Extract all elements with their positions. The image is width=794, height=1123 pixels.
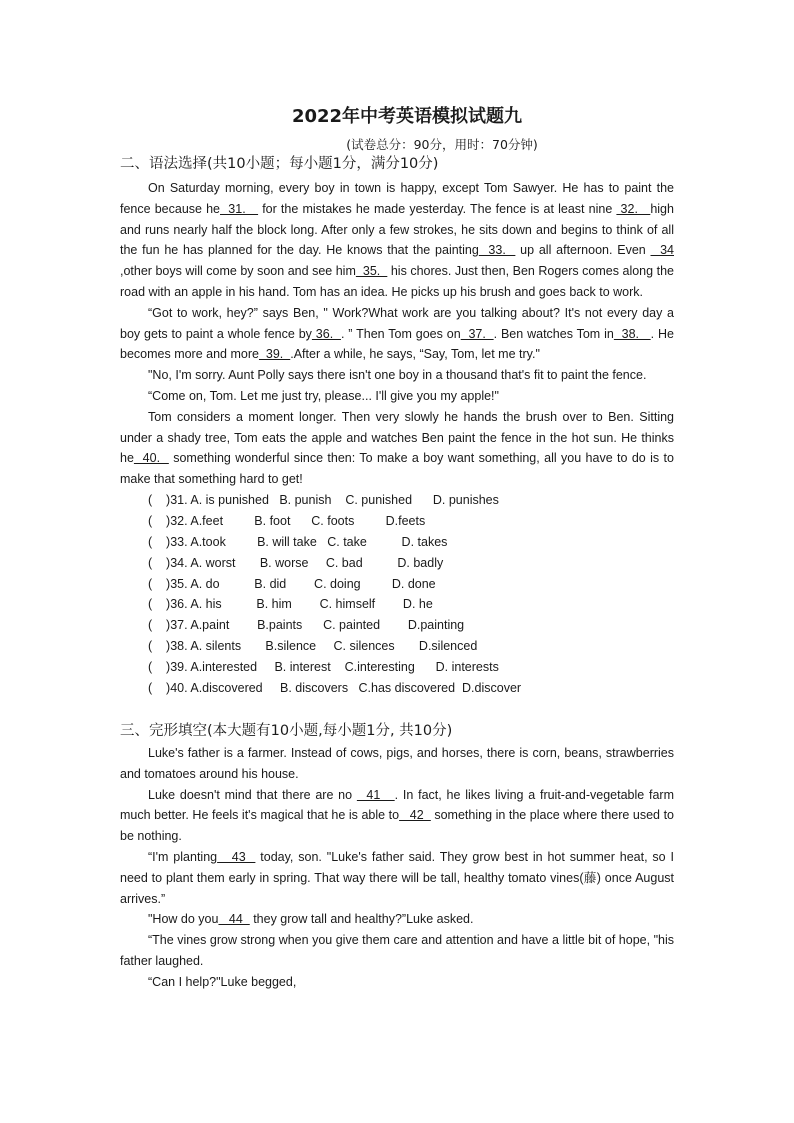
option-line: ( )36. A. his B. him C. himself D. he	[148, 597, 433, 612]
passage-text: they grow tall and healthy?”Luke asked.	[249, 912, 474, 927]
paragraph	[120, 847, 674, 909]
passage-text: Luke doesn't mind that there are no	[148, 787, 357, 802]
option-line: ( )31. A. is punished B. punish C. punished D. punishes	[148, 492, 499, 507]
paragraph	[120, 972, 674, 993]
passage-text: something in the place where there used to be nothing.	[120, 808, 674, 844]
option-line: ( )32. A.feet B. foot C. foots D.feets	[148, 513, 426, 528]
section-heading-grammar: 二、语法选择(共10小题；每小题1分，满分10分)	[120, 156, 439, 172]
passage-text: Luke's father is a farmer. Instead of cows, pigs, and horses, there is corn, beans, strawberries and tomatoes around his house.	[120, 746, 674, 781]
blank-number: 44	[218, 912, 250, 927]
blank-number: 32.	[616, 201, 651, 216]
paragraph	[120, 785, 674, 847]
blank-number: 34	[650, 243, 674, 258]
blank-number: 38.	[613, 326, 651, 341]
paragraph	[120, 407, 674, 490]
passage-text: "How do you	[148, 912, 219, 927]
passage-text: .After a while, he says, “Say, Tom, let me try."	[290, 347, 540, 362]
option-line: ( )38. A. silents B.silence C. silences D.silenced	[148, 639, 478, 654]
paragraph	[120, 743, 674, 785]
passage-text: “I'm planting	[148, 850, 218, 864]
passage-text: for the mistakes he made yesterday. The fence is at least nine	[258, 201, 617, 216]
paragraph	[120, 303, 674, 365]
grammar-options	[120, 490, 674, 699]
option-line: ( )40. A.discovered B. discovers C.has discovered D.discover	[148, 681, 522, 696]
passage-text: “Come on, Tom. Let me just try, please... I'll give you my apple!"	[148, 388, 499, 403]
passage-text: ,other boys will come by soon and see him	[120, 264, 356, 279]
option-line: ( )37. A.paint B.paints C. painted D.painting	[148, 618, 465, 633]
blank-number: 40.	[133, 451, 169, 466]
passage-text: “Can I help?"Luke begged,	[148, 974, 297, 989]
blank-number: 41	[356, 787, 395, 802]
blank-number: 43	[217, 850, 256, 864]
passage-text: up all afternoon. Even	[515, 243, 651, 258]
passage-text: On Saturday morning, every boy in town is happy, except Tom Sawyer. He has to paint the fence because he	[120, 181, 674, 216]
page-title: 2022年中考英语模拟试题九	[291, 106, 523, 127]
passage-text: . In fact, he likes living a fruit-and-vegetable farm much better. He feels it's magical that he is able to	[120, 787, 674, 823]
option-line: ( )34. A. worst B. worse C. bad D. badly	[148, 555, 444, 570]
passage-text: something wonderful since then: To make a boy want something, all you have to do is to make that something hard to get!	[120, 451, 674, 487]
passage-text: Tom considers a moment longer. Then very slowly he hands the brush over to Ben. Sitting under a shady tree, Tom eats the apple and watches Ben paint the fence in the hot sun. He thinks he	[120, 409, 674, 466]
option-line: ( )39. A.interested B. interest C.interesting D. interests	[148, 660, 499, 675]
document-page	[120, 104, 674, 993]
passage-text: his chores. Just then, Ben Rogers comes along the road with an apple in his hand. Tom has an idea. He picks up his brush and goes back to work.	[120, 264, 674, 299]
passage-text: . Ben watches Tom in	[493, 326, 614, 341]
page-subtitle: (试卷总分：90分，用时：70分钟)	[346, 137, 538, 152]
blank-number: 39.	[258, 347, 291, 362]
blank-number: 42	[399, 808, 431, 823]
passage-text: “The vines grow strong when you give them care and attention and have a little bit of hope, "his father laughed.	[120, 933, 674, 968]
paragraph	[120, 386, 674, 407]
option-line: ( )33. A.took B. will take C. take D. takes	[148, 534, 448, 549]
paragraph	[120, 909, 674, 930]
grammar-passage	[120, 178, 674, 490]
passage-text: . He becomes more and more	[120, 326, 674, 362]
paragraph	[120, 930, 674, 972]
blank-number: 35.	[355, 264, 388, 279]
blank-number: 31.	[220, 201, 259, 216]
cloze-passage	[120, 743, 674, 993]
blank-number: 37.	[460, 326, 494, 341]
passage-text: high and runs nearly half the block long. After only a few strokes, he sits down and begins to think of all the fun he has planned for the day. He knows that the painting	[120, 201, 674, 258]
blank-number: 36.	[311, 326, 341, 341]
passage-text: today, son. "Luke's father said. They grow best in hot summer heat, so I need to plant them early in spring. That way there will be tall, healthy tomato vines(藤) once August arrives.”	[120, 850, 674, 906]
section-heading-cloze: 三、完形填空(本大题有10小题,每小题1分, 共10分)	[120, 723, 453, 740]
passage-text: "No, I'm sorry. Aunt Polly says there isn't one boy in a thousand that's fit to paint the fence.	[148, 368, 647, 383]
passage-text: “Got to work, hey?” says Ben, " Work?What work are you talking about? It's not every day a boy gets to paint a whole fence by	[120, 305, 674, 341]
paragraph	[120, 365, 674, 386]
option-line: ( )35. A. do B. did C. doing D. done	[148, 576, 436, 591]
passage-text: . ” Then Tom goes on	[340, 326, 461, 341]
paragraph	[120, 178, 674, 303]
blank-number: 33.	[478, 243, 516, 258]
